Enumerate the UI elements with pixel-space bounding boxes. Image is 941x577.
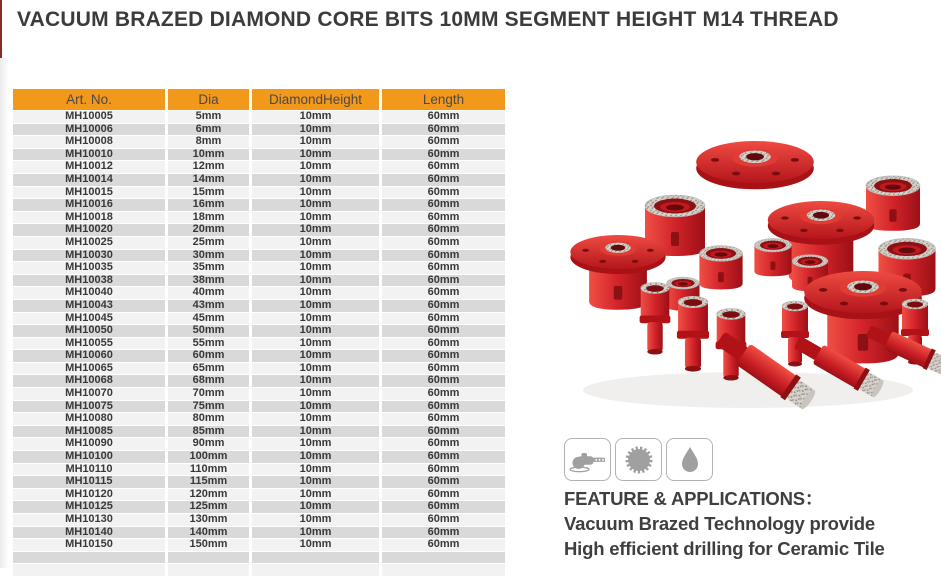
table-row (13, 250, 505, 262)
table-row (13, 514, 505, 526)
table-cell: 10mm (252, 124, 379, 136)
table-cell: 60mm (382, 464, 505, 476)
table-row (13, 275, 505, 287)
features-line-2: High efficient drilling for Ceramic Tile (564, 538, 885, 559)
table-cell: 10mm (252, 111, 379, 123)
table-cell: 10mm (252, 136, 379, 148)
table-cell: 60mm (382, 161, 505, 173)
table-row (13, 237, 505, 249)
table-row (13, 426, 505, 438)
spec-table-head (13, 89, 505, 110)
table-cell: 10mm (252, 527, 379, 539)
table-cell: 125mm (168, 501, 249, 513)
table-row-empty (13, 552, 505, 564)
table-cell: 150mm (168, 539, 249, 551)
table-cell: MH10006 (13, 124, 165, 136)
table-cell: 60mm (382, 363, 505, 375)
table-cell: 60mm (382, 313, 505, 325)
table-cell: MH10075 (13, 401, 165, 413)
spec-table (10, 88, 508, 577)
table-cell: 10mm (252, 161, 379, 173)
table-cell: 110mm (168, 464, 249, 476)
features-heading: FEATURE & APPLICATIONS： (564, 488, 824, 509)
table-cell: MH10150 (13, 539, 165, 551)
table-cell: 10mm (252, 514, 379, 526)
table-cell: MH10060 (13, 350, 165, 362)
table-cell: 6mm (168, 124, 249, 136)
table-cell: 60mm (382, 124, 505, 136)
table-cell: MH10016 (13, 199, 165, 211)
table-row (13, 136, 505, 148)
table-cell: MH10014 (13, 174, 165, 186)
table-cell: 60mm (382, 199, 505, 211)
table-cell: 20mm (168, 224, 249, 236)
page-title: VACUUM BRAZED DIAMOND CORE BITS 10MM SEGMENT HEIGHT M14 THREAD (17, 8, 839, 31)
table-cell: 10mm (252, 199, 379, 211)
table-row-empty (13, 564, 505, 576)
table-cell: 16mm (168, 199, 249, 211)
table-cell: MH10035 (13, 262, 165, 274)
table-cell: 10mm (252, 275, 379, 287)
table-cell: MH10130 (13, 514, 165, 526)
table-cell: MH10012 (13, 161, 165, 173)
table-cell: 60mm (382, 338, 505, 350)
angle-grinder-icon (564, 438, 611, 481)
table-cell: 60mm (382, 174, 505, 186)
spec-table-body (13, 111, 505, 576)
table-cell: MH10010 (13, 149, 165, 161)
table-cell: 115mm (168, 476, 249, 488)
table-cell: MH10120 (13, 489, 165, 501)
table-cell: MH10065 (13, 363, 165, 375)
table-cell: 60mm (382, 237, 505, 249)
table-cell: 60mm (382, 539, 505, 551)
table-cell: MH10125 (13, 501, 165, 513)
table-cell: 30mm (168, 250, 249, 262)
table-cell: MH10008 (13, 136, 165, 148)
table-cell: 12mm (168, 161, 249, 173)
table-row (13, 300, 505, 312)
table-cell: 38mm (168, 275, 249, 287)
table-cell: MH10055 (13, 338, 165, 350)
table-cell: 10mm (252, 187, 379, 199)
table-cell: 68mm (168, 375, 249, 387)
table-cell: 18mm (168, 212, 249, 224)
table-cell: 60mm (382, 275, 505, 287)
table-cell: 60mm (382, 149, 505, 161)
table-row (13, 413, 505, 425)
table-cell: 10mm (252, 401, 379, 413)
table-cell: 60mm (382, 287, 505, 299)
table-cell: 10mm (252, 464, 379, 476)
table-cell: MH10100 (13, 451, 165, 463)
table-cell: 10mm (252, 224, 379, 236)
table-row (13, 174, 505, 186)
table-cell: MH10115 (13, 476, 165, 488)
table-cell: 60mm (382, 325, 505, 337)
table-cell: 10mm (252, 489, 379, 501)
saw-blade-icon (615, 438, 662, 481)
table-cell: MH10140 (13, 527, 165, 539)
table-row (13, 199, 505, 211)
table-cell: 40mm (168, 287, 249, 299)
table-cell: 65mm (168, 363, 249, 375)
table-cell: MH10020 (13, 224, 165, 236)
header-row (13, 89, 505, 110)
table-cell: 10mm (252, 300, 379, 312)
table-row (13, 313, 505, 325)
page-edge-artifact (0, 0, 2, 58)
table-cell: 10mm (252, 375, 379, 387)
table-cell: 60mm (382, 514, 505, 526)
product-photo (563, 92, 941, 432)
table-cell: 60mm (168, 350, 249, 362)
table-cell: 50mm (168, 325, 249, 337)
table-cell: 10mm (252, 313, 379, 325)
table-cell: 10mm (252, 174, 379, 186)
table-cell: 10mm (252, 212, 379, 224)
table-cell: 10mm (252, 338, 379, 350)
table-cell: 90mm (168, 438, 249, 450)
table-cell: 60mm (382, 401, 505, 413)
table-cell: 10mm (252, 262, 379, 274)
table-cell: 10mm (252, 501, 379, 513)
table-cell: 15mm (168, 187, 249, 199)
table-cell: 60mm (382, 501, 505, 513)
table-cell: 10mm (252, 438, 379, 450)
table-cell: MH10085 (13, 426, 165, 438)
table-cell: 60mm (382, 413, 505, 425)
table-cell: 43mm (168, 300, 249, 312)
water-drop-icon (666, 438, 713, 481)
table-cell (168, 552, 249, 564)
table-cell: 60mm (382, 111, 505, 123)
table-cell: MH10040 (13, 287, 165, 299)
header-art-no: Art. No. (13, 89, 165, 110)
table-cell: 60mm (382, 187, 505, 199)
header-length: Length (382, 89, 505, 110)
table-row (13, 388, 505, 400)
table-cell: 60mm (382, 300, 505, 312)
table-cell: 10mm (168, 149, 249, 161)
table-cell (13, 552, 165, 564)
features-line-1: Vacuum Brazed Technology provide (564, 513, 875, 534)
table-row (13, 527, 505, 539)
table-cell: 60mm (382, 476, 505, 488)
header-dia: Dia (168, 89, 249, 110)
table-cell: 10mm (252, 350, 379, 362)
table-cell: MH10043 (13, 300, 165, 312)
table-row (13, 350, 505, 362)
table-cell: 70mm (168, 388, 249, 400)
table-row (13, 438, 505, 450)
table-cell: MH10045 (13, 313, 165, 325)
table-row (13, 338, 505, 350)
header-diamond-height: DiamondHeight (252, 89, 379, 110)
table-cell: 25mm (168, 237, 249, 249)
table-cell (13, 564, 165, 576)
table-cell: 5mm (168, 111, 249, 123)
table-cell: MH10068 (13, 375, 165, 387)
table-cell: 10mm (252, 476, 379, 488)
table-cell: MH10070 (13, 388, 165, 400)
table-row (13, 262, 505, 274)
table-row (13, 375, 505, 387)
table-cell: 10mm (252, 451, 379, 463)
table-row (13, 161, 505, 173)
table-cell: MH10080 (13, 413, 165, 425)
table-row (13, 187, 505, 199)
table-cell: 130mm (168, 514, 249, 526)
table-cell: 10mm (252, 325, 379, 337)
table-cell: MH10005 (13, 111, 165, 123)
table-row (13, 501, 505, 513)
table-cell: 60mm (382, 388, 505, 400)
table-cell: 60mm (382, 489, 505, 501)
table-cell: 10mm (252, 363, 379, 375)
table-cell (382, 564, 505, 576)
features-block (564, 486, 940, 561)
table-cell: 60mm (382, 375, 505, 387)
table-cell: 60mm (382, 451, 505, 463)
table-cell: 10mm (252, 413, 379, 425)
table-cell: 10mm (252, 250, 379, 262)
table-cell: 60mm (382, 438, 505, 450)
table-cell (252, 564, 379, 576)
table-cell: 8mm (168, 136, 249, 148)
table-cell: 10mm (252, 539, 379, 551)
table-cell: 10mm (252, 287, 379, 299)
table-cell: 60mm (382, 136, 505, 148)
table-row (13, 401, 505, 413)
table-row (13, 111, 505, 123)
table-row (13, 464, 505, 476)
table-cell: MH10018 (13, 212, 165, 224)
table-cell: 60mm (382, 224, 505, 236)
table-cell: MH10025 (13, 237, 165, 249)
table-cell: 60mm (382, 262, 505, 274)
table-cell (252, 552, 379, 564)
table-cell: 45mm (168, 313, 249, 325)
table-cell: 60mm (382, 426, 505, 438)
table-row (13, 489, 505, 501)
table-cell: MH10050 (13, 325, 165, 337)
page-edge-shadow (0, 58, 9, 568)
table-row (13, 451, 505, 463)
table-cell: 10mm (252, 149, 379, 161)
table-row (13, 325, 505, 337)
table-cell: 60mm (382, 250, 505, 262)
table-cell: 140mm (168, 527, 249, 539)
table-cell (382, 552, 505, 564)
table-row (13, 363, 505, 375)
table-cell: 60mm (382, 212, 505, 224)
table-cell: 60mm (382, 527, 505, 539)
table-cell: 60mm (382, 350, 505, 362)
table-row (13, 224, 505, 236)
table-cell: 10mm (252, 388, 379, 400)
table-cell: MH10110 (13, 464, 165, 476)
table-row (13, 539, 505, 551)
table-cell: MH10015 (13, 187, 165, 199)
table-cell (168, 564, 249, 576)
table-cell: 10mm (252, 426, 379, 438)
table-cell: 75mm (168, 401, 249, 413)
table-cell: MH10038 (13, 275, 165, 287)
table-cell: 35mm (168, 262, 249, 274)
table-cell: 10mm (252, 237, 379, 249)
table-cell: 100mm (168, 451, 249, 463)
table-cell: MH10030 (13, 250, 165, 262)
table-cell: 55mm (168, 338, 249, 350)
table-row (13, 124, 505, 136)
table-cell: 14mm (168, 174, 249, 186)
table-row (13, 149, 505, 161)
table-cell: 120mm (168, 489, 249, 501)
table-row (13, 287, 505, 299)
table-cell: 80mm (168, 413, 249, 425)
table-cell: MH10090 (13, 438, 165, 450)
application-icons (564, 438, 717, 481)
table-cell: 85mm (168, 426, 249, 438)
table-row (13, 476, 505, 488)
table-row (13, 212, 505, 224)
